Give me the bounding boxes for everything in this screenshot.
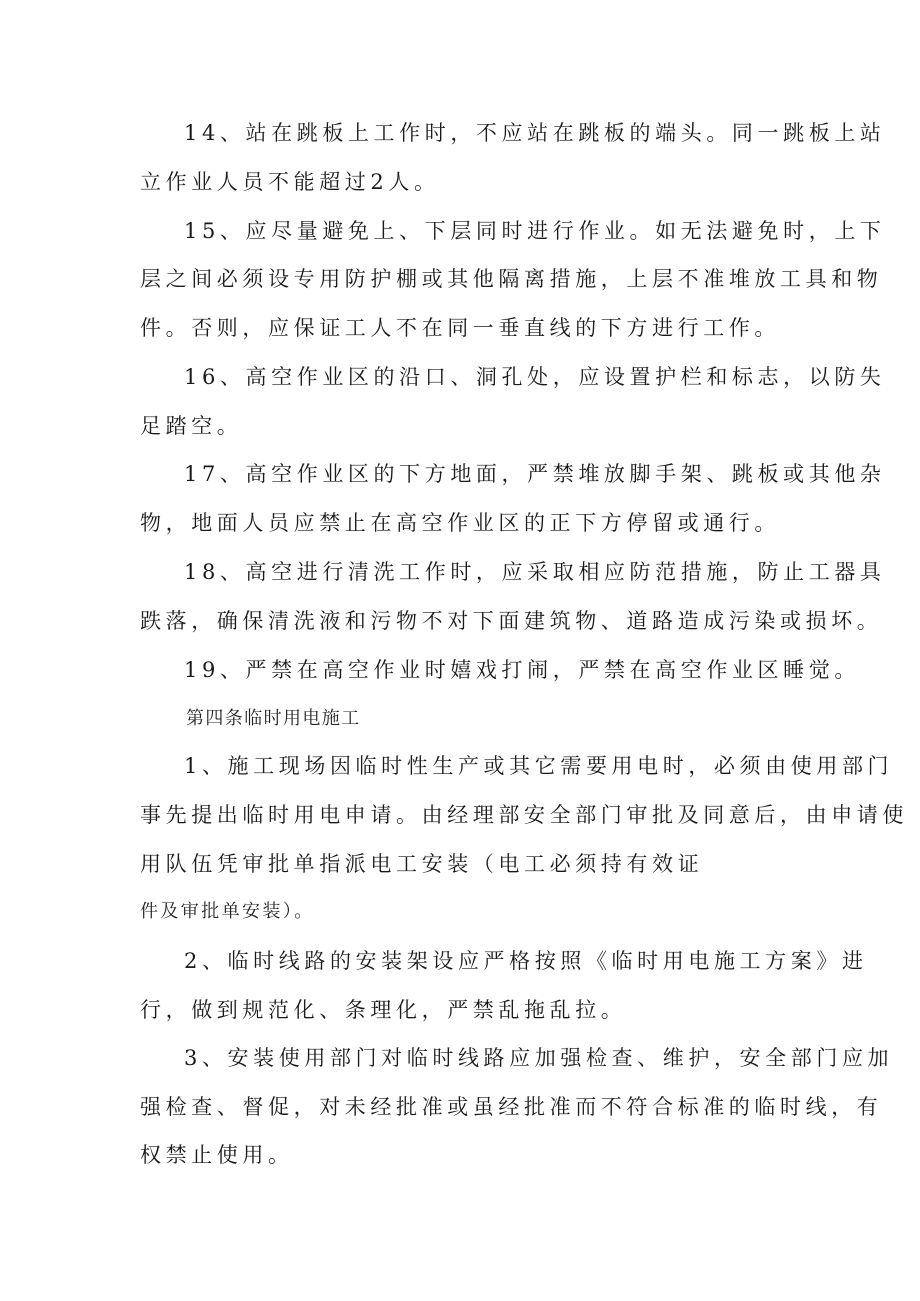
text-line-16-b: 足踏空。 bbox=[140, 414, 243, 438]
text-line-18-b: 跌落，确保清洗液和污物不对下面建筑物、道路造成污染或损坏。 bbox=[140, 609, 883, 633]
text-line-1-d: 件及审批单安装）。 bbox=[140, 901, 315, 922]
text-line-16-a: 16、高空作业区的沿口、洞孔处，应设置护栏和标志，以防失 bbox=[184, 365, 886, 389]
text-line-17-b: 物，地面人员应禁止在高空作业区的正下方停留或通行。 bbox=[140, 511, 780, 535]
text-line-15-c: 件。否则，应保证工人不在同一垂直线的下方进行工作。 bbox=[140, 316, 780, 340]
text-line-3-a: 3、安装使用部门对临时线路应加强检查、维护，安全部门应加 bbox=[184, 1046, 894, 1070]
text-line-2-a: 2、临时线路的安装架设应严格按照《临时用电施工方案》进 bbox=[184, 949, 868, 973]
text-line-1-a: 1、施工现场因临时性生产或其它需要用电时，必须由使用部门 bbox=[184, 754, 894, 778]
text-line-19: 19、严禁在高空作业时嬉戏打闹，严禁在高空作业区睡觉。 bbox=[184, 658, 860, 682]
text-line-2-b: 行，做到规范化、条理化，严禁乱拖乱拉。 bbox=[140, 998, 627, 1022]
text-line-1-b: 事先提出临时用电申请。由经理部安全部门审批及同意后，由申请使 bbox=[140, 803, 908, 827]
text-line-18-a: 18、高空进行清洗工作时，应采取相应防范措施，防止工器具 bbox=[184, 560, 886, 584]
text-line-1-c: 用队伍凭审批单指派电工安装（电工必须持有效证 bbox=[140, 852, 704, 876]
text-line-17-a: 17、高空作业区的下方地面，严禁堆放脚手架、跳板或其他杂 bbox=[184, 462, 886, 486]
section-heading: 第四条临时用电施工 bbox=[186, 708, 361, 729]
text-line-3-c: 权禁止使用。 bbox=[140, 1143, 294, 1167]
text-line-14-b: 立作业人员不能超过2人。 bbox=[140, 170, 440, 194]
text-line-14-a: 14、站在跳板上工作时，不应站在跳板的端头。同一跳板上站 bbox=[184, 121, 886, 145]
text-line-15-b: 层之间必须设专用防护棚或其他隔离措施，上层不准堆放工具和物 bbox=[140, 267, 883, 291]
text-line-3-b: 强检查、督促，对未经批准或虽经批准而不符合标准的临时线，有 bbox=[140, 1095, 883, 1119]
text-line-15-a: 15、应尽量避免上、下层同时进行作业。如无法避免时，上下 bbox=[184, 219, 886, 243]
